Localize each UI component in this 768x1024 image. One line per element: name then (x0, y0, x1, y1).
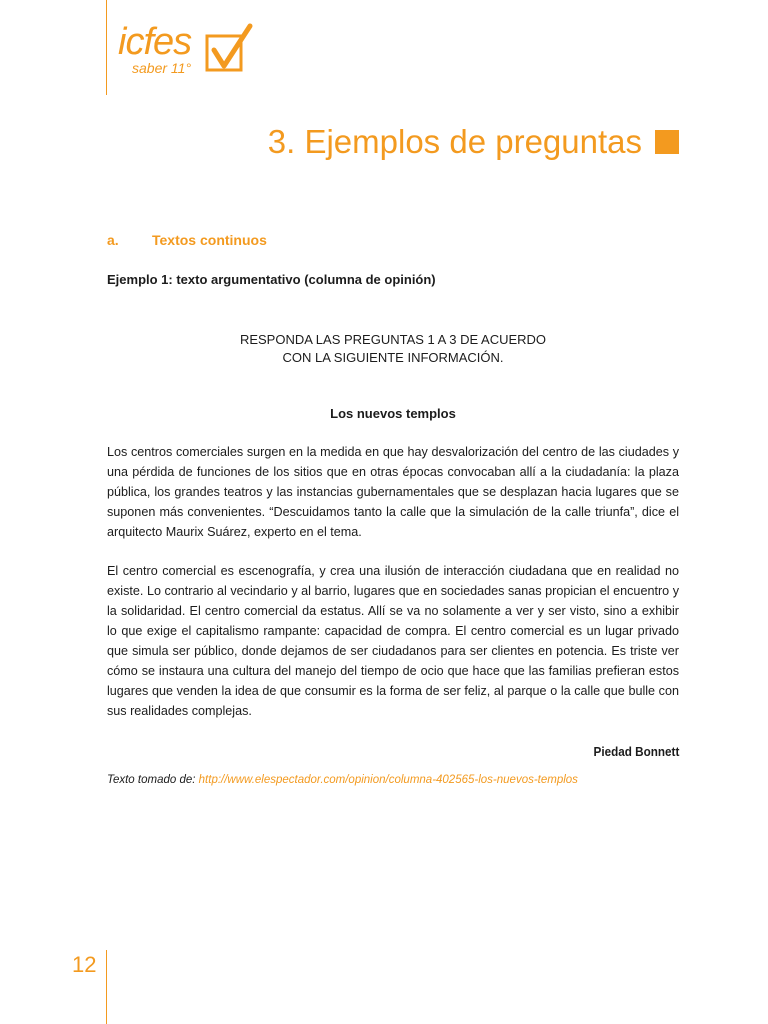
source-label: Texto tomado de: (107, 774, 196, 786)
section-letter: a. (107, 232, 119, 248)
title-square-marker (655, 130, 679, 154)
section-label: Textos continuos (152, 232, 267, 248)
icfes-logo (118, 22, 258, 82)
instructions-line-1: RESPONDA LAS PREGUNTAS 1 A 3 DE ACUERDO (239, 332, 547, 347)
section-heading (107, 232, 267, 248)
reading-title: Los nuevos templos (330, 406, 456, 421)
checkmark-icon (204, 22, 254, 74)
paragraph-2: El centro comercial es escenografía, y crea una ilusión de interacción ciudadana que en realidad no existe. Lo contrario al vecindario y al barrio, lugares que en sociedades sanas propician el encuentro y la solidaridad. El centro comercial da estatus. Allí se va no solamente a ver y ser visto, sino a exhibir lo que exige el capitalismo rampante: capacidad de compra. El centro comercial es un lugar privado que simula ser público, donde dejamos de ser ciudadanos para ser clientes en potencia. Es triste ver cómo se instaura una cultura del manejo del tiempo de ocio que hace que las familias prefieran estos lugares que venden la idea de que consumir es la forma de ser feliz, al parque o la calle que bulle con sus realidades complejas. (107, 564, 679, 718)
margin-rule-top (106, 0, 107, 95)
example-heading: Ejemplo 1: texto argumentativo (columna de opinión) (107, 272, 436, 287)
paragraph-1: Los centros comerciales surgen en la medida en que hay desvalorización del centro de las ciudades y una pérdida de funciones de los sitios que en otras épocas convocaban allí a la ciudadanía: la plaza pública, los grandes teatros y las instancias gubernamentales que se desplazan hacia lugares que se suponen más convenientes. “Descuidamos tanto la calle que la simulación de la calle triunfa”, dice el arquitecto Maurix Suárez, experto en el tema. (107, 445, 679, 539)
instructions (107, 331, 679, 367)
author-name: Piedad Bonnett (593, 744, 679, 759)
logo-brand-text: icfes (118, 21, 192, 63)
page-number: 12 (72, 952, 97, 977)
margin-rule-bottom (106, 950, 107, 1024)
logo-subtitle: saber 11° (132, 60, 192, 76)
instructions-line-2: CON LA SIGUIENTE INFORMACIÓN. (282, 350, 504, 365)
source-citation (107, 774, 578, 786)
page-title: 3. Ejemplos de preguntas (267, 123, 642, 160)
source-link[interactable]: http://www.elespectador.com/opinion/columna-402565-los-nuevos-templos (198, 774, 578, 786)
